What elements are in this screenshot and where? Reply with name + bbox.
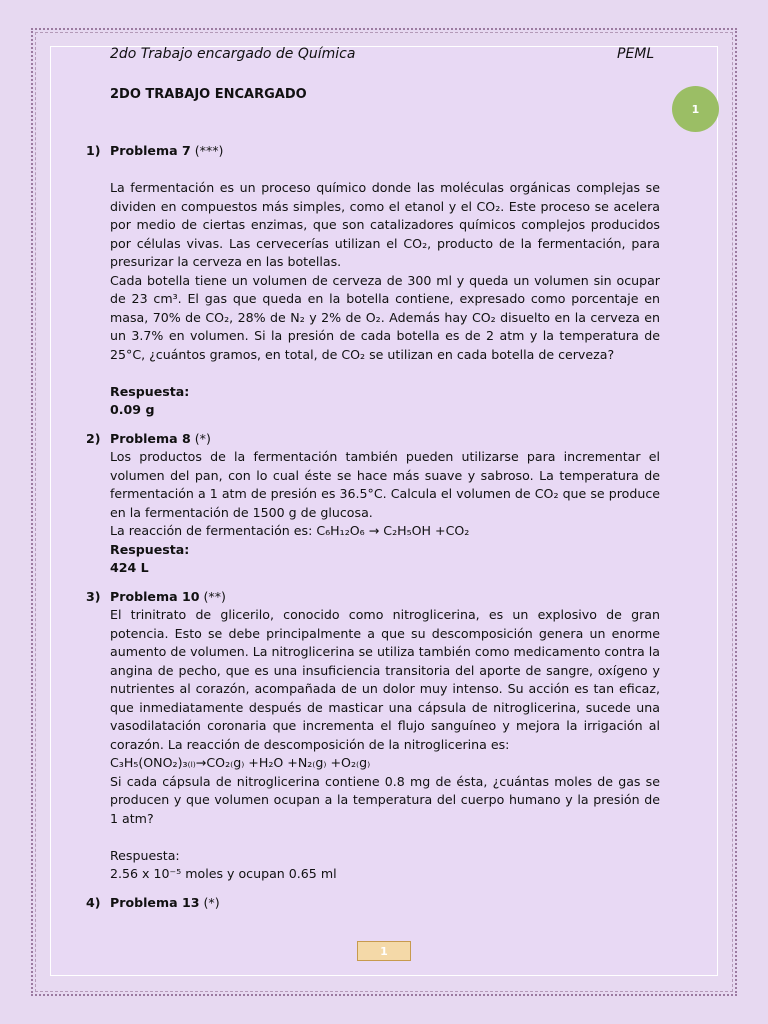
page-number-badge: 1 xyxy=(672,86,719,132)
problem-text: Cada botella tiene un volumen de cerveza de 300 ml y queda un volumen sin ocupar de 23 cm³. El gas que queda en la botella contiene, expresado como porcentaje en masa, 70% de CO₂, 28% de N₂ y 2% de O₂. Además hay CO₂ disuelto en la cerveza en un 3.7% en volumen. Si la presión de cada botella es de 2 atm y la temperatura de 25°C, ¿cuántos gramos, en total, de CO₂ se utilizan en cada botella de cerveza? xyxy=(110,272,660,362)
problem-name: Problema 7 xyxy=(110,143,191,158)
document-title: 2DO TRABAJO ENCARGADO xyxy=(110,87,307,102)
problems-list xyxy=(86,142,660,912)
problem-text: La reacción de fermentación es: C₆H₁₂O₆ → C₂H₅OH +CO₂ xyxy=(110,523,470,538)
problem-heading xyxy=(86,430,660,449)
problem-difficulty: (*) xyxy=(203,894,220,910)
problem-name: Problema 13 xyxy=(110,894,200,910)
problem-difficulty: (*) xyxy=(194,430,211,446)
problem-difficulty: (**) xyxy=(203,588,226,604)
problem-number: 3) xyxy=(86,588,101,604)
problem-difficulty: (***) xyxy=(194,143,224,158)
problem-text: La fermentación es un proceso químico donde las moléculas orgánicas complejas se dividen en compuestos más simples, como el etanol y el CO₂. Este proceso se acelera por medio de ciertas enzimas, que son catalizadores químicos complejos producidos por células vivas. Las cervecerías utilizan el CO₂, producto de la fermentación, para presurizar la cerveza en las botellas. xyxy=(110,180,660,269)
problem-number: 4) xyxy=(86,894,101,910)
problem-text: El trinitrato de glicerilo, conocido como nitroglicerina, es un explosivo de gran potencia. Esto se debe principalmente a que su descomposición genera un enorme aumento de volumen. La nitroglicerina se utiliza también como medicamento contra la angina de pecho, que es una insuficiencia transitoria del aporte de sangre, oxígeno y nutrientes al corazón, acompañada de un dolor muy intenso. Su acción es tan eficaz, que inmediatamente después de masticar una cápsula de nitroglicerina, sucede una vasodilatación coronaria que incrementa el flujo sanguíneo y mejora la irrigación al corazón. La reacción de descomposición de la nitroglicerina es: xyxy=(110,607,660,752)
answer-label: Respuesta: xyxy=(110,847,180,863)
problem-name: Problema 8 xyxy=(110,430,191,446)
problem-heading xyxy=(86,142,660,161)
footer-page-number: 1 xyxy=(357,941,411,961)
problem-heading xyxy=(86,894,660,913)
problem-number: 2) xyxy=(86,430,101,446)
answer-label: Respuesta: xyxy=(110,541,190,557)
header-author: PEML xyxy=(617,46,655,62)
answer-value: 2.56 x 10⁻⁵ moles y ocupan 0.65 ml xyxy=(110,866,337,881)
problem-text: Los productos de la fermentación también pueden utilizarse para incrementar el volumen del pan, con lo cual éste se hace más suave y sabroso. La temperatura de fermentación a 1 atm de presión es 36.5°C. Calcula el volumen de CO₂ que se produce en la fermentación de 1500 g de glucosa. xyxy=(110,449,660,520)
problem-name: Problema 10 xyxy=(110,588,200,604)
header-title: 2do Trabajo encargado de Química xyxy=(110,46,356,62)
problem-text: Si cada cápsula de nitroglicerina contiene 0.8 mg de ésta, ¿cuántas moles de gas se producen y que volumen ocupan a la temperatura del cuerpo humano y la presión de 1 atm? xyxy=(110,773,660,826)
reaction-equation: C₃H₅(ONO₂)₃₍ₗ₎→CO₂₍g₎ +H₂O +N₂₍g₎ +O₂₍g₎ xyxy=(110,755,371,770)
answer-value: 0.09 g xyxy=(110,402,155,417)
problem-number: 1) xyxy=(86,143,101,158)
problem-heading xyxy=(86,588,660,607)
answer-label: Respuesta: xyxy=(110,383,190,399)
answer-value: 424 L xyxy=(110,560,149,575)
